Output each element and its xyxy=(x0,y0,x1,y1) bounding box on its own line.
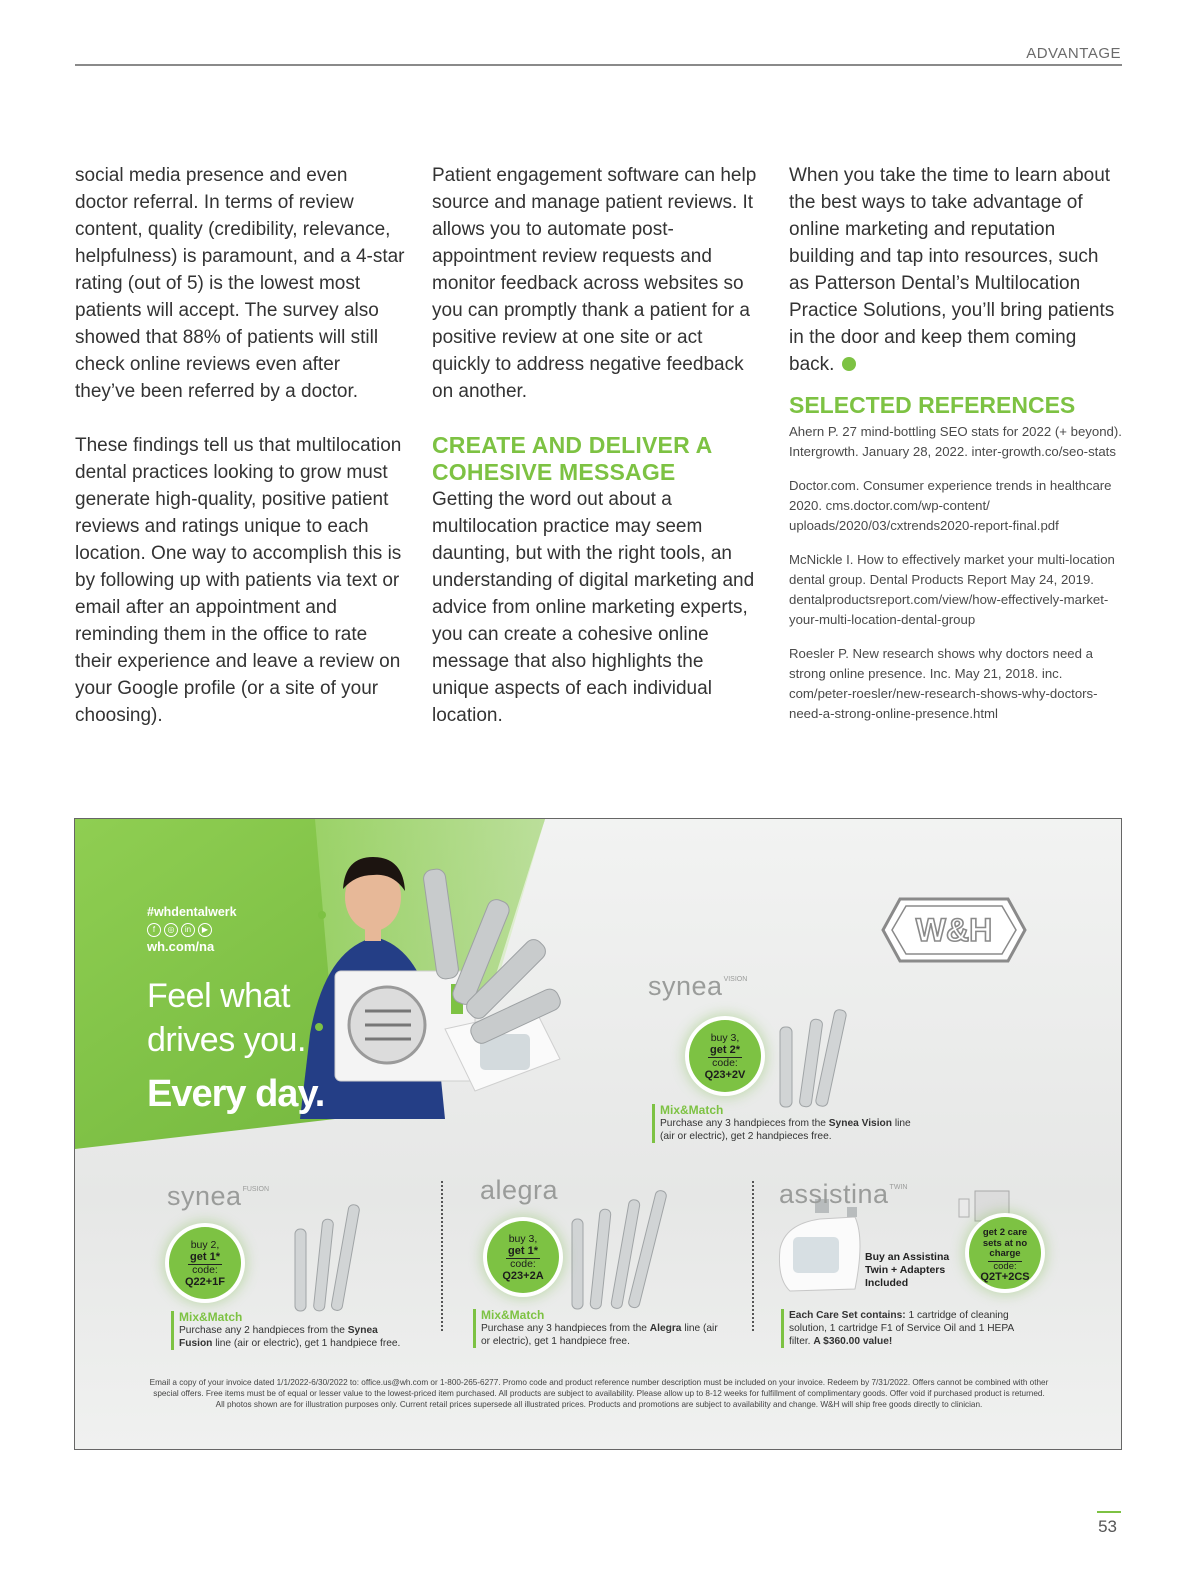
ad-tagline: Feel what drives you. xyxy=(147,977,306,1059)
promo-badge-assistina: get 2 care sets at no charge code: Q2T+2CS xyxy=(969,1217,1041,1289)
end-mark-icon xyxy=(842,357,856,371)
social-icons xyxy=(147,923,212,937)
paragraph: Patient engagement software can help source and manage patient reviews. It allows you to automate post-appointment review requests and monitor feedback across websites so you can promptly thank a patient for a positive review at one site or act quickly to address negative feedback on another. xyxy=(432,165,757,402)
divider xyxy=(441,1181,443,1331)
column-1 xyxy=(75,162,405,756)
reference-item: Roesler P. New research shows why doctors need a strong online presence. Inc. May 21, 2018. inc. com/peter-roesler/new-research-shows-why-doctors-need-a-strong-online-presence.html xyxy=(789,646,1098,721)
instagram-icon: ◎ xyxy=(164,923,178,937)
ad-url: wh.com/na xyxy=(147,939,215,954)
ad-tagline-bold: Every day. xyxy=(147,1073,325,1115)
svg-text:W&H: W&H xyxy=(915,912,993,948)
fusion-handpieces-illustration xyxy=(295,1204,360,1311)
paragraph: social media presence and even doctor referral. In terms of review content, quality (credibility, relevance, helpfulness) is paramount, and a 4-star rating (out of 5) is the lowest most patients will accept. The survey also showed that 88% of patients will still check online reviews even after they’ve been referred by a doctor. xyxy=(75,165,405,402)
column-2 xyxy=(432,162,762,756)
header-rule xyxy=(75,64,1122,66)
paragraph: Getting the word out about a multilocation practice may seem daunting, but with the right tools, an understanding of digital marketing and advice from online marketing experts, you can create a cohesive online message that also highlights the unique aspects of each individual location. xyxy=(432,489,755,726)
linkedin-icon: in xyxy=(181,923,195,937)
page-number: 53 xyxy=(1098,1517,1117,1536)
brand-synea-fusion: synea$^{FUSION}$ xyxy=(167,1181,270,1211)
brand-assistina: assistina$^{TWIN}$ xyxy=(779,1179,908,1209)
promo-badge-vision: buy 3, get 2* code: Q23+2V xyxy=(689,1020,761,1092)
facebook-icon: f xyxy=(147,923,161,937)
ad-hashtag: #whdentalwerk xyxy=(147,905,237,919)
paragraph: These findings tell us that multilocation dental practices looking to grow must generate high-quality, positive patient reviews and ratings unique to each location. One way to accomplish this is by following up with patients via text or email after an appointment and reminding them in the office to rate their experience and leave a review on your Google profile (or a site of your choosing). xyxy=(75,435,402,726)
mix-match-fusion: Mix&Match Purchase any 2 handpieces from the Synea Fusion line (air or electric), get 1 handpiece free. xyxy=(171,1311,411,1350)
reference-item: McNickle I. How to effectively market your multi-location dental group. Dental Products Report May 24, 2019. dentalproductsreport.com/view/how-effectively-market-your-multi-location-dental-group xyxy=(789,552,1115,627)
care-set-info: Each Care Set contains: 1 cartridge of cleaning solution, 1 cartridge F1 of Service Oil and 1 HEPA filter. A $360.00 value! xyxy=(781,1309,1029,1348)
column-3 xyxy=(789,162,1122,738)
assistina-offer-text: Buy an Assistina Twin + Adapters Included xyxy=(865,1251,950,1289)
brand-alegra: alegra xyxy=(480,1175,559,1205)
references-heading: SELECTED REFERENCES xyxy=(789,392,1076,418)
wh-logo xyxy=(880,895,1028,965)
promo-badge-fusion: buy 2, get 1* code: Q22+1F xyxy=(169,1227,241,1299)
promo-badge-alegra: buy 3, get 1* code: Q23+2A xyxy=(487,1221,559,1293)
mix-match-alegra: Mix&Match Purchase any 3 handpieces from the Alegra line (air or electric), get 1 handpiece free. xyxy=(473,1309,723,1348)
autoclave-illustration xyxy=(335,971,475,1081)
ad-fine-print: Email a copy of your invoice dated 1/1/2022-6/30/2022 to: office.us@wh.com or 1-800-265-6277. Promo code and product reference number description must be included on your invoice. Redeem by 7/31/2022. Offers cannot be combined with other special offers. Free items must be of equal or lesser value to the lowest-priced item purchased. All products are subject to availability. Please allow up to 8-12 weeks for fulfillment of complimentary goods. Offer void if purchased product is returned. All photos shown are for illustration purposes only. Current retail prices supersede all illustrated prices. Products and promotions are subject to availability and change. W&H will ship free goods directly to clinician. xyxy=(149,1378,1049,1409)
reference-item: Ahern P. 27 mind-bottling SEO stats for 2022 (+ beyond). Intergrowth. January 28, 2022. inter-growth.co/seo-stats xyxy=(789,424,1122,459)
vision-handpieces-illustration xyxy=(780,1009,847,1108)
mix-match-vision: Mix&Match Purchase any 3 handpieces from the Synea Vision line (air or electric), get 2 handpieces free. xyxy=(652,1104,912,1143)
wh-advertisement xyxy=(74,818,1122,1450)
section-heading: CREATE AND DELIVER A COHESIVE MESSAGE xyxy=(432,432,712,485)
divider xyxy=(752,1181,754,1331)
brand-synea-vision: synea$^{VISION}$ xyxy=(648,971,748,1001)
youtube-icon: ▶ xyxy=(198,923,212,937)
page-number-rule xyxy=(1097,1511,1121,1513)
reference-item: Doctor.com. Consumer experience trends in healthcare 2020. cms.doctor.com/wp-content/ uploads/2020/03/cxtrends2020-report-final.pdf xyxy=(789,478,1112,533)
header-section-label: ADVANTAGE xyxy=(1026,45,1121,62)
paragraph: When you take the time to learn about the best ways to take advantage of online marketing and reputation building and tap into resources, such as Patterson Dental’s Multilocation Practice Solutions, you’ll bring patients in the door and keep them coming back. xyxy=(789,165,1115,375)
alegra-handpieces-illustration xyxy=(572,1190,667,1310)
